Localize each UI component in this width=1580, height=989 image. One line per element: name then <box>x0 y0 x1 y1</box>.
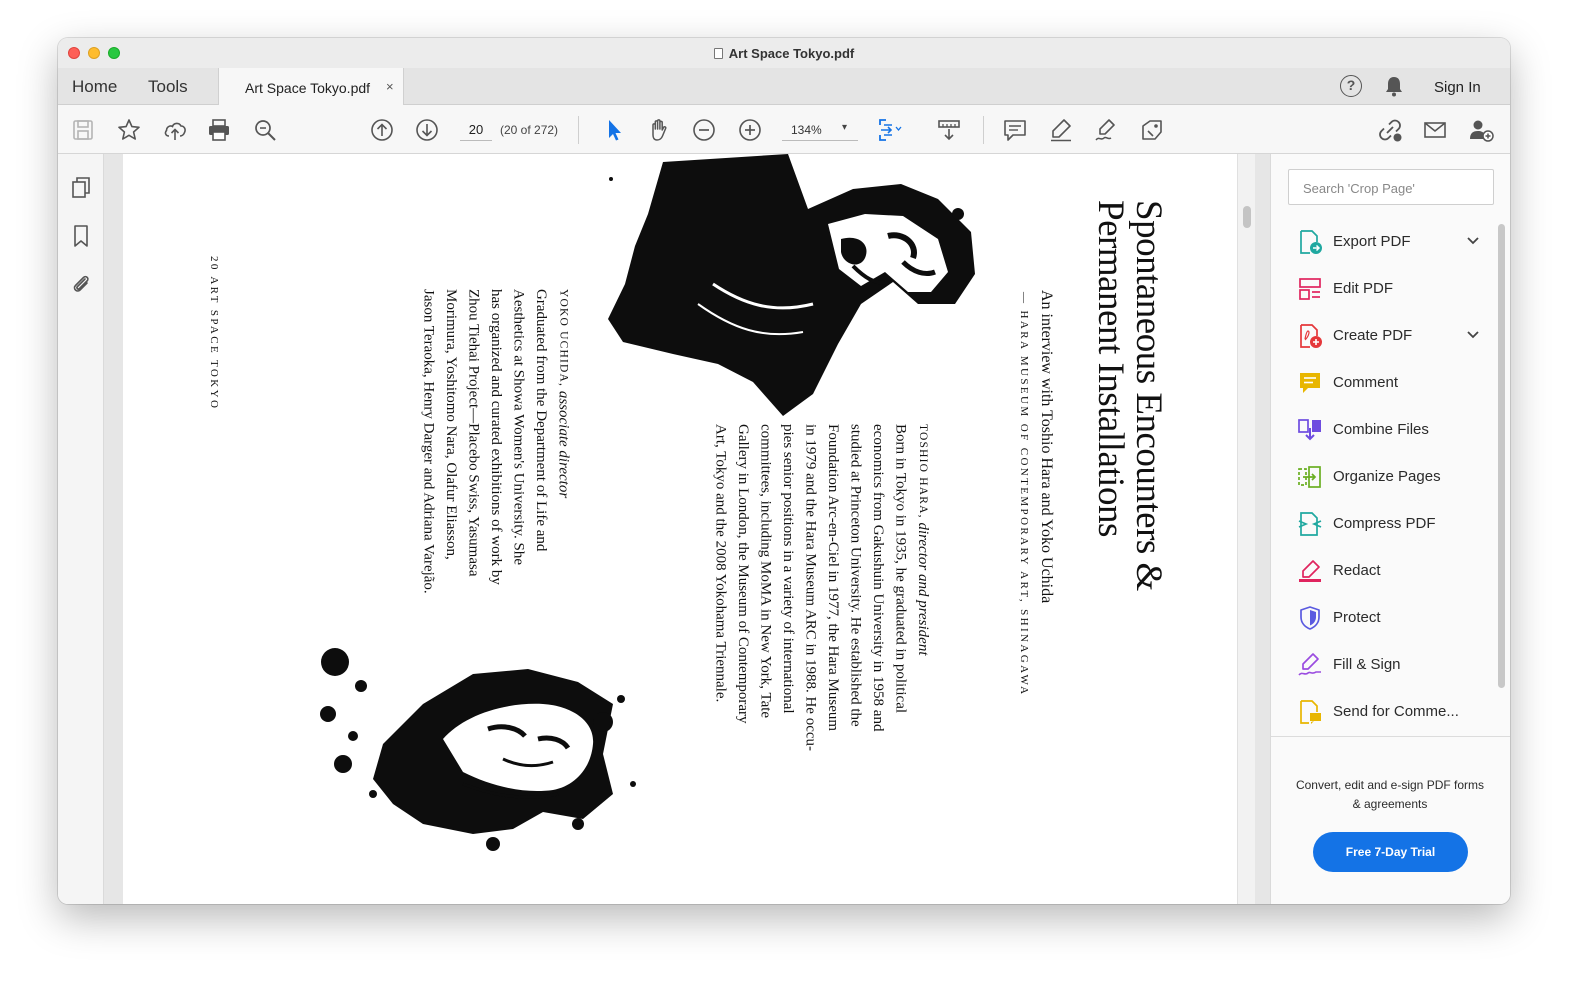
bio-line: pies senior positions in a variety of international <box>780 424 796 714</box>
window-title-text: Art Space Tokyo.pdf <box>728 46 855 61</box>
tool-send-for-comment[interactable] <box>1291 694 1491 730</box>
zoom-out-icon[interactable] <box>691 117 717 143</box>
redact-icon <box>1297 558 1323 584</box>
page-count: (20 of 272) <box>500 123 559 137</box>
next-page-icon[interactable] <box>414 117 440 143</box>
tab-bar <box>58 68 1510 105</box>
zoom-in-icon[interactable] <box>737 117 763 143</box>
chevron-down-icon: ▾ <box>842 122 848 133</box>
article-subtitle: An interview with Toshio Hara and Yoko Uchida <box>1038 290 1055 604</box>
export-pdf-icon <box>1297 229 1323 255</box>
panel-divider <box>1271 736 1510 737</box>
app-window <box>58 38 1510 904</box>
bio-role: director and president <box>915 522 931 656</box>
bio-line: studied at Princeton University. He established the <box>847 424 864 727</box>
article-title <box>1091 200 1167 591</box>
page-folio: 20 ART SPACE TOKYO <box>208 256 220 411</box>
bio-line: Graduated from the Department of Life and <box>533 289 549 552</box>
tool-comment[interactable] <box>1291 365 1491 401</box>
tool-label: Create PDF <box>1333 327 1413 344</box>
draw-sign-icon[interactable] <box>1093 117 1119 143</box>
article-kicker: — HARA MUSEUM OF CONTEMPORARY ART, SHINAGAWA <box>1018 292 1030 697</box>
highlight-pen-icon[interactable] <box>1048 117 1074 143</box>
tool-label: Edit PDF <box>1333 280 1394 297</box>
bookmarks-icon[interactable] <box>70 224 92 248</box>
main-toolbar <box>58 105 1510 154</box>
tool-label: Comment <box>1333 374 1399 391</box>
chevron-down-icon[interactable] <box>1465 232 1481 248</box>
save-icon[interactable] <box>70 117 96 143</box>
tool-label: Compress PDF <box>1333 515 1436 532</box>
tab-tools[interactable]: Tools <box>148 77 188 96</box>
bio-line: Born in Tokyo in 1935, he graduated in political <box>892 424 909 714</box>
tool-combine-files[interactable] <box>1291 412 1491 448</box>
zoom-level-dropdown[interactable] <box>782 119 858 141</box>
article-title-line-2: Permanent Installations <box>1090 200 1131 537</box>
bio-line: Zhou Tiehai Project—Placebo Swiss, Yasumasa <box>465 289 482 577</box>
window-title <box>58 46 1510 61</box>
hand-tool-icon[interactable] <box>646 117 672 143</box>
toolbar-divider <box>983 116 984 144</box>
tool-label: Fill & Sign <box>1333 656 1401 673</box>
bookmark-star-icon[interactable] <box>116 117 142 143</box>
previous-page-icon[interactable] <box>369 117 395 143</box>
organize-pages-icon <box>1297 464 1323 490</box>
combine-files-icon <box>1297 417 1323 443</box>
add-user-icon[interactable] <box>1468 117 1494 143</box>
tab-document[interactable] <box>218 68 404 105</box>
search-placeholder: Search 'Crop Page' <box>1303 181 1415 196</box>
promo-text: Convert, edit and e-sign PDF forms & agreements <box>1295 778 1485 811</box>
help-icon[interactable]: ? <box>1340 75 1362 97</box>
bio-line: Foundation Arc-en-Ciel in 1977, the Hara Museum <box>825 424 841 732</box>
tool-label: Combine Files <box>1333 421 1429 438</box>
notification-bell-icon[interactable] <box>1384 75 1404 102</box>
tool-redact[interactable] <box>1291 553 1491 589</box>
bio-name: YOKO UCHIDA, <box>557 289 570 388</box>
toolbar-divider <box>578 116 579 144</box>
zoom-search-icon[interactable] <box>252 117 278 143</box>
upload-cloud-icon[interactable] <box>162 117 188 143</box>
tool-protect[interactable] <box>1291 600 1491 636</box>
article-title-line-1: Spontaneous Encounters & <box>1128 200 1169 591</box>
page-thumbnails-icon[interactable] <box>70 176 92 200</box>
bio-role: associate director <box>555 390 572 499</box>
tool-fill-sign[interactable] <box>1291 647 1491 683</box>
tab-home[interactable]: Home <box>72 77 118 96</box>
bio-line: Morimura, Yoshitomo Nara, Olafur Eliasson, <box>443 289 459 560</box>
close-tab-icon[interactable]: × <box>386 79 394 94</box>
fit-page-icon[interactable] <box>876 117 902 143</box>
bio-line: committees, including MoMA in New York, Tate <box>757 424 774 719</box>
pdf-page <box>123 154 1237 904</box>
page-number-input[interactable]: 20 <box>460 119 492 141</box>
stamp-tag-icon[interactable] <box>1139 117 1165 143</box>
left-navigation-rail <box>58 154 104 904</box>
tools-search-input[interactable] <box>1288 169 1494 205</box>
print-icon[interactable] <box>206 117 232 143</box>
edit-pdf-icon <box>1297 276 1323 302</box>
bio-line: has organized and curated exhibitions of work by <box>488 289 504 585</box>
tool-export-pdf[interactable] <box>1291 224 1491 260</box>
bio-line: Art, Tokyo and the 2008 Yokohama Triennale. <box>712 424 729 703</box>
document-scroll-thumb[interactable] <box>1243 206 1251 228</box>
tool-label: Export PDF <box>1333 233 1411 250</box>
bio-toshio-hara <box>709 424 934 751</box>
attachments-paperclip-icon[interactable] <box>70 272 92 296</box>
email-envelope-icon[interactable] <box>1422 117 1448 143</box>
bio-line: Aesthetics at Showa Women's University. She <box>510 289 527 566</box>
select-cursor-icon[interactable] <box>601 117 627 143</box>
bio-line: in 1979 and the Hara Museum ARC in 1988. He occu- <box>802 424 819 752</box>
add-comment-icon[interactable] <box>1002 117 1028 143</box>
free-trial-button[interactable]: Free 7-Day Trial <box>1313 832 1468 872</box>
document-icon <box>714 48 723 59</box>
document-viewport[interactable] <box>104 154 1270 904</box>
tool-label: Send for Comme... <box>1333 703 1459 720</box>
bio-line: Gallery in London, the Museum of Contemporary <box>735 424 751 724</box>
tool-label: Redact <box>1333 562 1381 579</box>
document-scrollbar[interactable] <box>1237 154 1255 904</box>
tool-label: Protect <box>1333 609 1381 626</box>
portrait-illustration-uchida <box>313 644 653 854</box>
share-link-icon[interactable] <box>1377 117 1403 143</box>
scroll-mode-icon[interactable] <box>936 117 962 143</box>
portrait-illustration-hara <box>603 154 983 424</box>
title-bar <box>58 38 1510 68</box>
comment-icon <box>1297 370 1323 396</box>
tool-edit-pdf[interactable] <box>1291 271 1491 307</box>
tool-create-pdf[interactable] <box>1291 318 1491 354</box>
create-pdf-icon <box>1297 323 1323 349</box>
fill-sign-icon <box>1297 652 1323 678</box>
zoom-value: 134% <box>791 123 822 137</box>
compress-pdf-icon <box>1297 511 1323 537</box>
protect-icon <box>1297 605 1323 631</box>
bio-name: TOSHIO HARA, <box>917 424 929 519</box>
bio-line: economics from Gakushuin University in 1958 and <box>870 424 886 732</box>
chevron-down-icon[interactable] <box>1465 326 1481 342</box>
sign-in-link[interactable]: Sign In <box>1434 79 1481 96</box>
bio-yoko-uchida <box>417 289 575 594</box>
tool-organize-pages[interactable] <box>1291 459 1491 495</box>
tool-label: Organize Pages <box>1333 468 1441 485</box>
document-tab-label: Art Space Tokyo.pdf <box>245 80 371 96</box>
tools-panel-scrollbar[interactable] <box>1498 224 1505 688</box>
tools-panel <box>1270 154 1510 904</box>
bio-line: Jason Teraoka, Henry Darger and Adriana Varejão. <box>420 289 437 594</box>
send-for-comment-icon <box>1297 699 1323 725</box>
tool-compress-pdf[interactable] <box>1291 506 1491 542</box>
